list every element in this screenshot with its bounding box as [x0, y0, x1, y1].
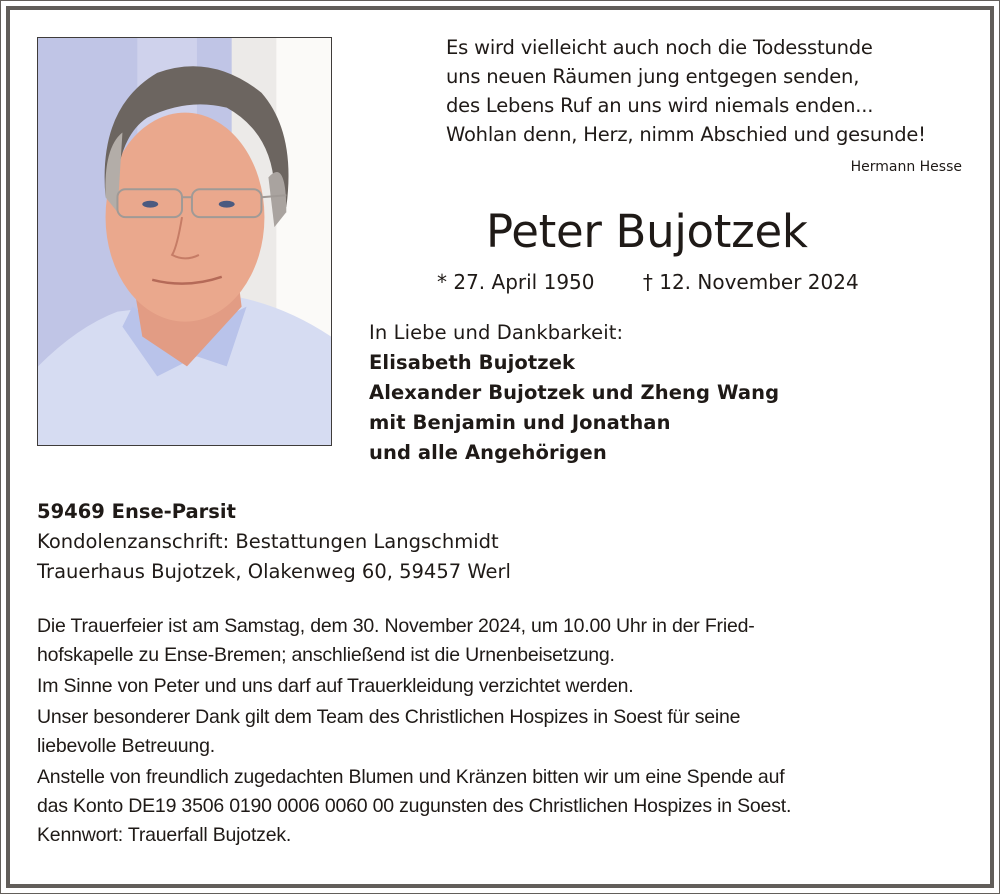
portrait-illustration — [38, 38, 331, 445]
dress-code-paragraph — [37, 672, 969, 701]
condolence-address-line: Kondolenzanschrift: Bestattungen Langschmidt — [37, 530, 499, 553]
mourners-block — [369, 318, 779, 468]
birth-date: * 27. April 1950 — [437, 270, 595, 294]
quote-line: uns neuen Räumen jung entgegen senden, — [446, 65, 860, 88]
mourner-name: und alle Angehörigen — [369, 441, 607, 464]
quote-poem — [446, 33, 966, 149]
note-line: Anstelle von freundlich zugedachten Blumen und Kränzen bitten wir um eine Spende auf — [37, 766, 785, 788]
note-line: Kennwort: Trauerfall Bujotzek. — [37, 824, 292, 846]
note-line: liebevolle Betreuung. — [37, 735, 215, 757]
condolence-address-line: Trauerhaus Bujotzek, Olakenweg 60, 59457 Werl — [37, 560, 511, 583]
funeral-service-paragraph — [37, 612, 969, 670]
note-line: das Konto DE19 3506 0190 0006 0060 00 zugunsten des Christlichen Hospizes in Soest. — [37, 795, 792, 817]
note-line: Unser besonderer Dank gilt dem Team des Christlichen Hospizes in Soest für seine — [37, 706, 741, 728]
quote-line: Es wird vielleicht auch noch die Todesstunde — [446, 36, 873, 59]
life-dates — [437, 270, 859, 294]
note-line: Im Sinne von Peter und uns darf auf Trauerkleidung verzichtet werden. — [37, 675, 634, 697]
mourners-intro: In Liebe und Dankbarkeit: — [369, 321, 624, 344]
residence-place: 59469 Ense-Parsit — [37, 500, 236, 523]
mourner-name: Alexander Bujotzek und Zheng Wang — [369, 381, 780, 404]
donation-paragraph — [37, 763, 969, 850]
portrait-photo — [37, 37, 332, 446]
thanks-paragraph — [37, 703, 969, 761]
quote-author: Hermann Hesse — [850, 159, 962, 175]
quote-line: des Lebens Ruf an uns wird niemals enden... — [446, 94, 874, 117]
funeral-notes — [37, 612, 969, 852]
death-date: † 12. November 2024 — [642, 270, 859, 294]
note-line: Die Trauerfeier ist am Samstag, dem 30. November 2024, um 10.00 Uhr in der Fried- — [37, 615, 755, 637]
deceased-name: Peter Bujotzek — [486, 205, 808, 258]
address-block — [37, 497, 511, 587]
note-line: hofskapelle zu Ense-Bremen; anschließend ist die Urnenbeisetzung. — [37, 644, 615, 666]
quote-line: Wohlan denn, Herz, nimm Abschied und gesunde! — [446, 123, 926, 146]
mourner-name: Elisabeth Bujotzek — [369, 351, 576, 374]
mourner-name: mit Benjamin und Jonathan — [369, 411, 671, 434]
